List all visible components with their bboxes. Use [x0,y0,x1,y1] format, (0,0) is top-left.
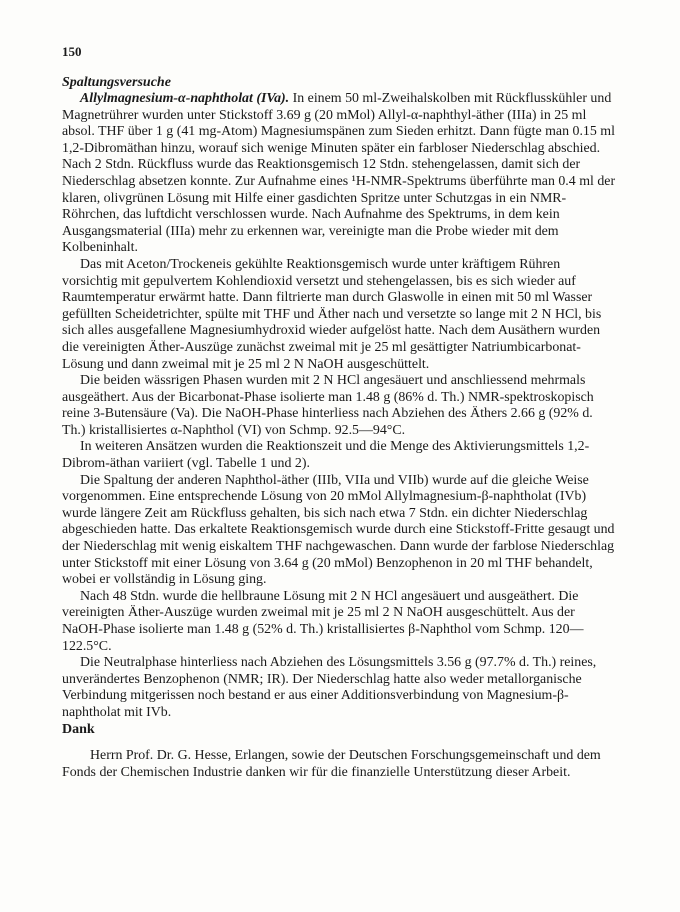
page-number: 150 [62,44,82,59]
paragraph-text: In einem 50 ml-Zweihalskolben mit Rückflusskühler und Magnetrührer wurden unter Stickstoff 3.69 g (20 mMol) Allyl-α-naphthyl-äther (IIIa) in 25 ml absol. THF über 1 g (41 mg-Atom) Magnesiumspänen zum Sieden erhitzt. Dann fügte man 0.15 ml 1,2-Dibromäthan hinzu, worauf sich wenige Minuten später ein farbloser Niederschlag abschied. Nach 2 Stdn. Rückfluss wurde das Reaktionsgemisch 12 Stdn. stehengelassen, damit sich der Niederschlag absetzen konnte. Zur Aufnahme eines ¹H-NMR-Spektrums überführte man 0.4 ml der klaren, olivgrünen Lösung mit Hilfe einer gasdichten Spritze unter Schutzgas in ein NMR-Röhrchen, das luftdicht verschlossen wurde. Nach Aufnahme des Spektrums, in dem kein Ausgangsmaterial (IIIa) mehr zu erkennen war, vereinigte man die Probe wieder mit dem Kolbeninhalt. [62,91,616,256]
paragraph: Die Neutralphase hinterliess nach Abziehen des Lösungsmittels 3.56 g (97.7% d. Th.) reines, unverändertes Benzophenon (NMR; IR). Der Niederschlag hatte also weder metallorganische Verbindung mitgerissen noch bestand er aus einer Additionsverbindung von Magnesium-β-naphtholat mit IVb. [62,655,597,720]
paragraph: Die beiden wässrigen Phasen wurden mit 2 N HCl angesäuert und anschliessend mehrmals ausgeäthert. Aus der Bicarbonat-Phase isolierte man 1.48 g (86% d. Th.) NMR-spektroskopisch reine 3-Butensäure (Va). Die NaOH-Phase hinterliess nach Abziehen des Äthers 2.66 g (92% d. Th.) kristallisiertes α-Naphthol (VI) von Schmp. 92.5—94°C. [62,373,594,438]
paragraph: Das mit Aceton/Trockeneis gekühlte Reaktionsgemisch wurde unter kräftigem Rühren vorsichtig mit gepulvertem Kohlendioxid versetzt und stehengelassen, bis es sich wieder auf Raumtemperatur erwärmt hatte. Dann filtrierte man durch Glaswolle in einen mit 50 ml Wasser gefüllten Scheidetrichter, spülte mit THF und Äther nach und versetzte so lange mit 2 N HCl, bis sich alles ausgefallene Magnesiumhydroxid wieder aufgelöst hatte. Nach dem Ausäthern wurden die vereinigten Äther-Auszüge zunächst zweimal mit je 25 ml gesättigter Natriumbicarbonat-Lösung und dann zweimal mit je 25 ml 2 N NaOH ausgeschüttelt. [62,256,602,372]
dank-heading: Dank [62,721,95,737]
body-text [62,91,618,781]
paragraph: Nach 48 Stdn. wurde die hellbraune Lösung mit 2 N HCl angesäuert und ausgeäthert. Die vereinigten Äther-Auszüge wurden zweimal mit je 25 ml 2 N NaOH ausgeschüttelt. Aus der NaOH-Phase isolierte man 1.48 g (52% d. Th.) kristallisiertes β-Naphthol vom Schmp. 120—122.5°C. [62,588,584,654]
run-in-heading: Allylmagnesium-α-naphtholat (IVa). [80,91,290,106]
acknowledgement-text: Herrn Prof. Dr. G. Hesse, Erlangen, sowie der Deutschen Forschungsgemeinschaft und dem Fonds der Chemischen Industrie danken wir für die finanzielle Unterstützung dieser Arbeit. [62,748,601,780]
section-heading: Spaltungsversuche [62,75,171,90]
paragraph: Die Spaltung der anderen Naphthol-äther (IIIb, VIIa und VIIb) wurde auf die gleiche Weise vorgenommen. Eine entsprechende Lösung von 20 mMol Allylmagnesium-β-naphtholat (IVb) wurde längere Zeit am Rückfluss gehalten, bis sich nach etwa 7 Stdn. ein dichter Niederschlag abgeschieden hatte. Das erkaltete Reaktionsgemisch wurde durch eine Stickstoff-Fritte gesaugt und der Niederschlag mit wenig eiskaltem THF nachgewaschen. Dann wurde der farblose Niederschlag unter Stickstoff mit einer Lösung von 3.64 g (20 mMol) Benzophenon in 20 ml THF behandelt, wobei er vollständig in Lösung ging. [62,472,615,588]
paragraph: In weiteren Ansätzen wurden die Reaktionszeit und die Menge des Aktivierungsmittels 1,2-Dibrom-äthan variiert (vgl. Tabelle 1 und 2). [62,439,590,472]
paragraph [62,91,618,257]
